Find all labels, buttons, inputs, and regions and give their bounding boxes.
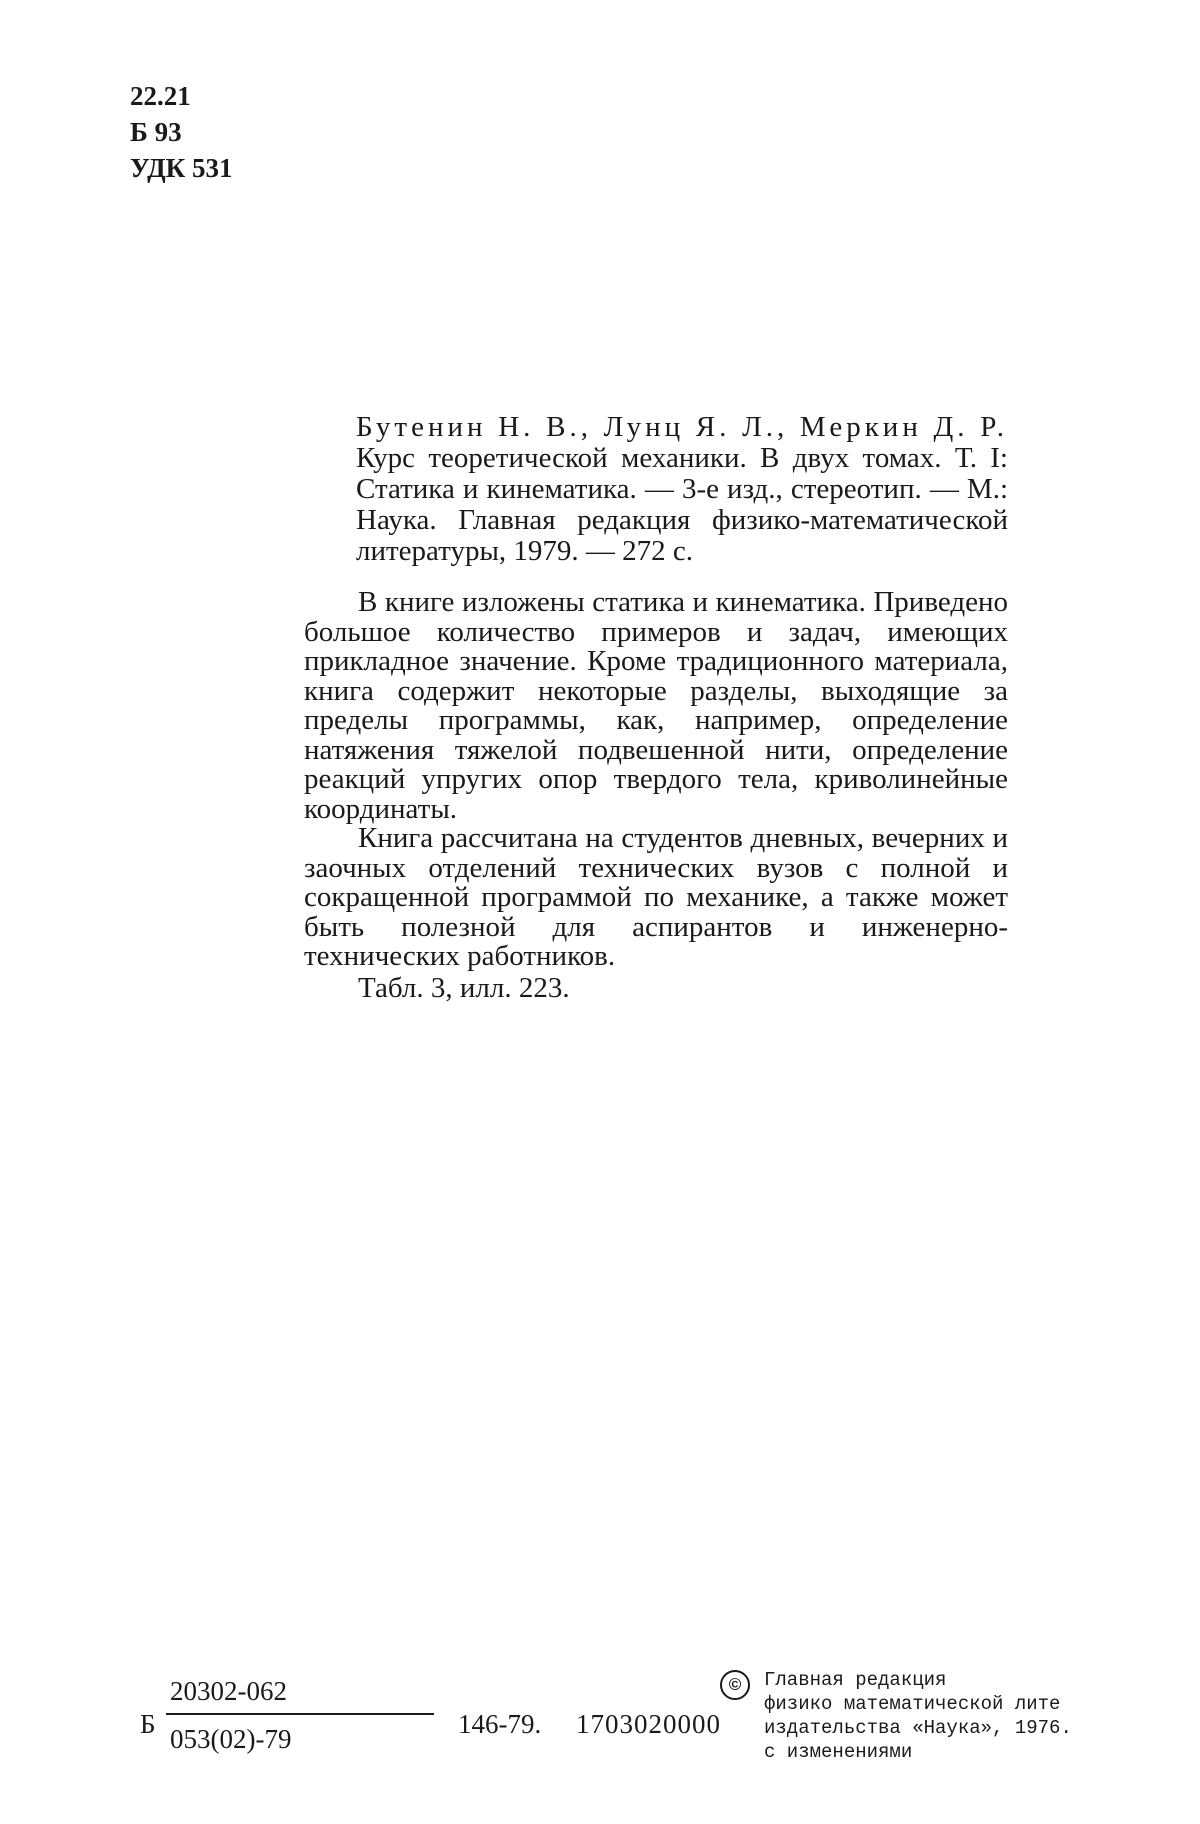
bbk-code: 22.21	[130, 81, 191, 111]
publishing-code	[140, 1676, 721, 1776]
author-mark: Б 93	[130, 117, 182, 147]
annotation	[304, 588, 1008, 1003]
fraction-line	[166, 1713, 434, 1715]
bibliographic-record	[356, 412, 1008, 567]
publishing-code-suffix: 146-79.	[458, 1709, 542, 1739]
bibliographic-text	[356, 412, 1008, 567]
copyright-lines	[764, 1668, 1072, 1764]
bibliographic-description: Курс теоретической механики. В двух томах. Т. I: Статика и кинематика. — 3-е изд., стереотип. — М.: Наука. Главная редакция физико-математической литературы, 1979. — 272 с.	[356, 442, 1008, 567]
tables-illustrations-count: Табл. 3, илл. 223.	[358, 971, 570, 1004]
copyright-line: с изменениями	[764, 1741, 913, 1763]
copyright-icon: ©	[720, 1670, 750, 1700]
copyright-line: издательства «Наука», 1976.	[764, 1717, 1072, 1739]
publishing-code-denominator: 053(02)-79	[170, 1724, 292, 1754]
publishing-code-number: 1703020000	[576, 1709, 721, 1739]
annotation-paragraph-2: Книга рассчитана на студентов дневных, вечерних и заочных отделений технических вузов с полной и сокращенной программой по механике, а также может быть полезной для аспирантов и инженерно-технических работников.	[304, 822, 1008, 972]
publishing-code-letter: Б	[140, 1709, 156, 1739]
classification-codes	[130, 78, 233, 186]
copyright-line: Главная редакция	[764, 1669, 947, 1691]
publishing-code-numerator: 20302-062	[170, 1676, 287, 1706]
udk-code: УДК 531	[130, 153, 233, 183]
annotation-paragraph-1: В книге изложены статика и кинематика. Приведено большое количество примеров и задач, имеющих прикладное значение. Кроме традиционного материала, книга содержит некоторые разделы, выходящие за пределы программы, как, например, определение натяжения тяжелой подвешенной нити, определение реакций упругих опор твердого тела, криволинейные координаты.	[304, 586, 1008, 825]
authors: Бутенин Н. В., Лунц Я. Л., Меркин Д. Р.	[356, 411, 1008, 443]
copyright-line: физико математической лите	[764, 1693, 1061, 1715]
